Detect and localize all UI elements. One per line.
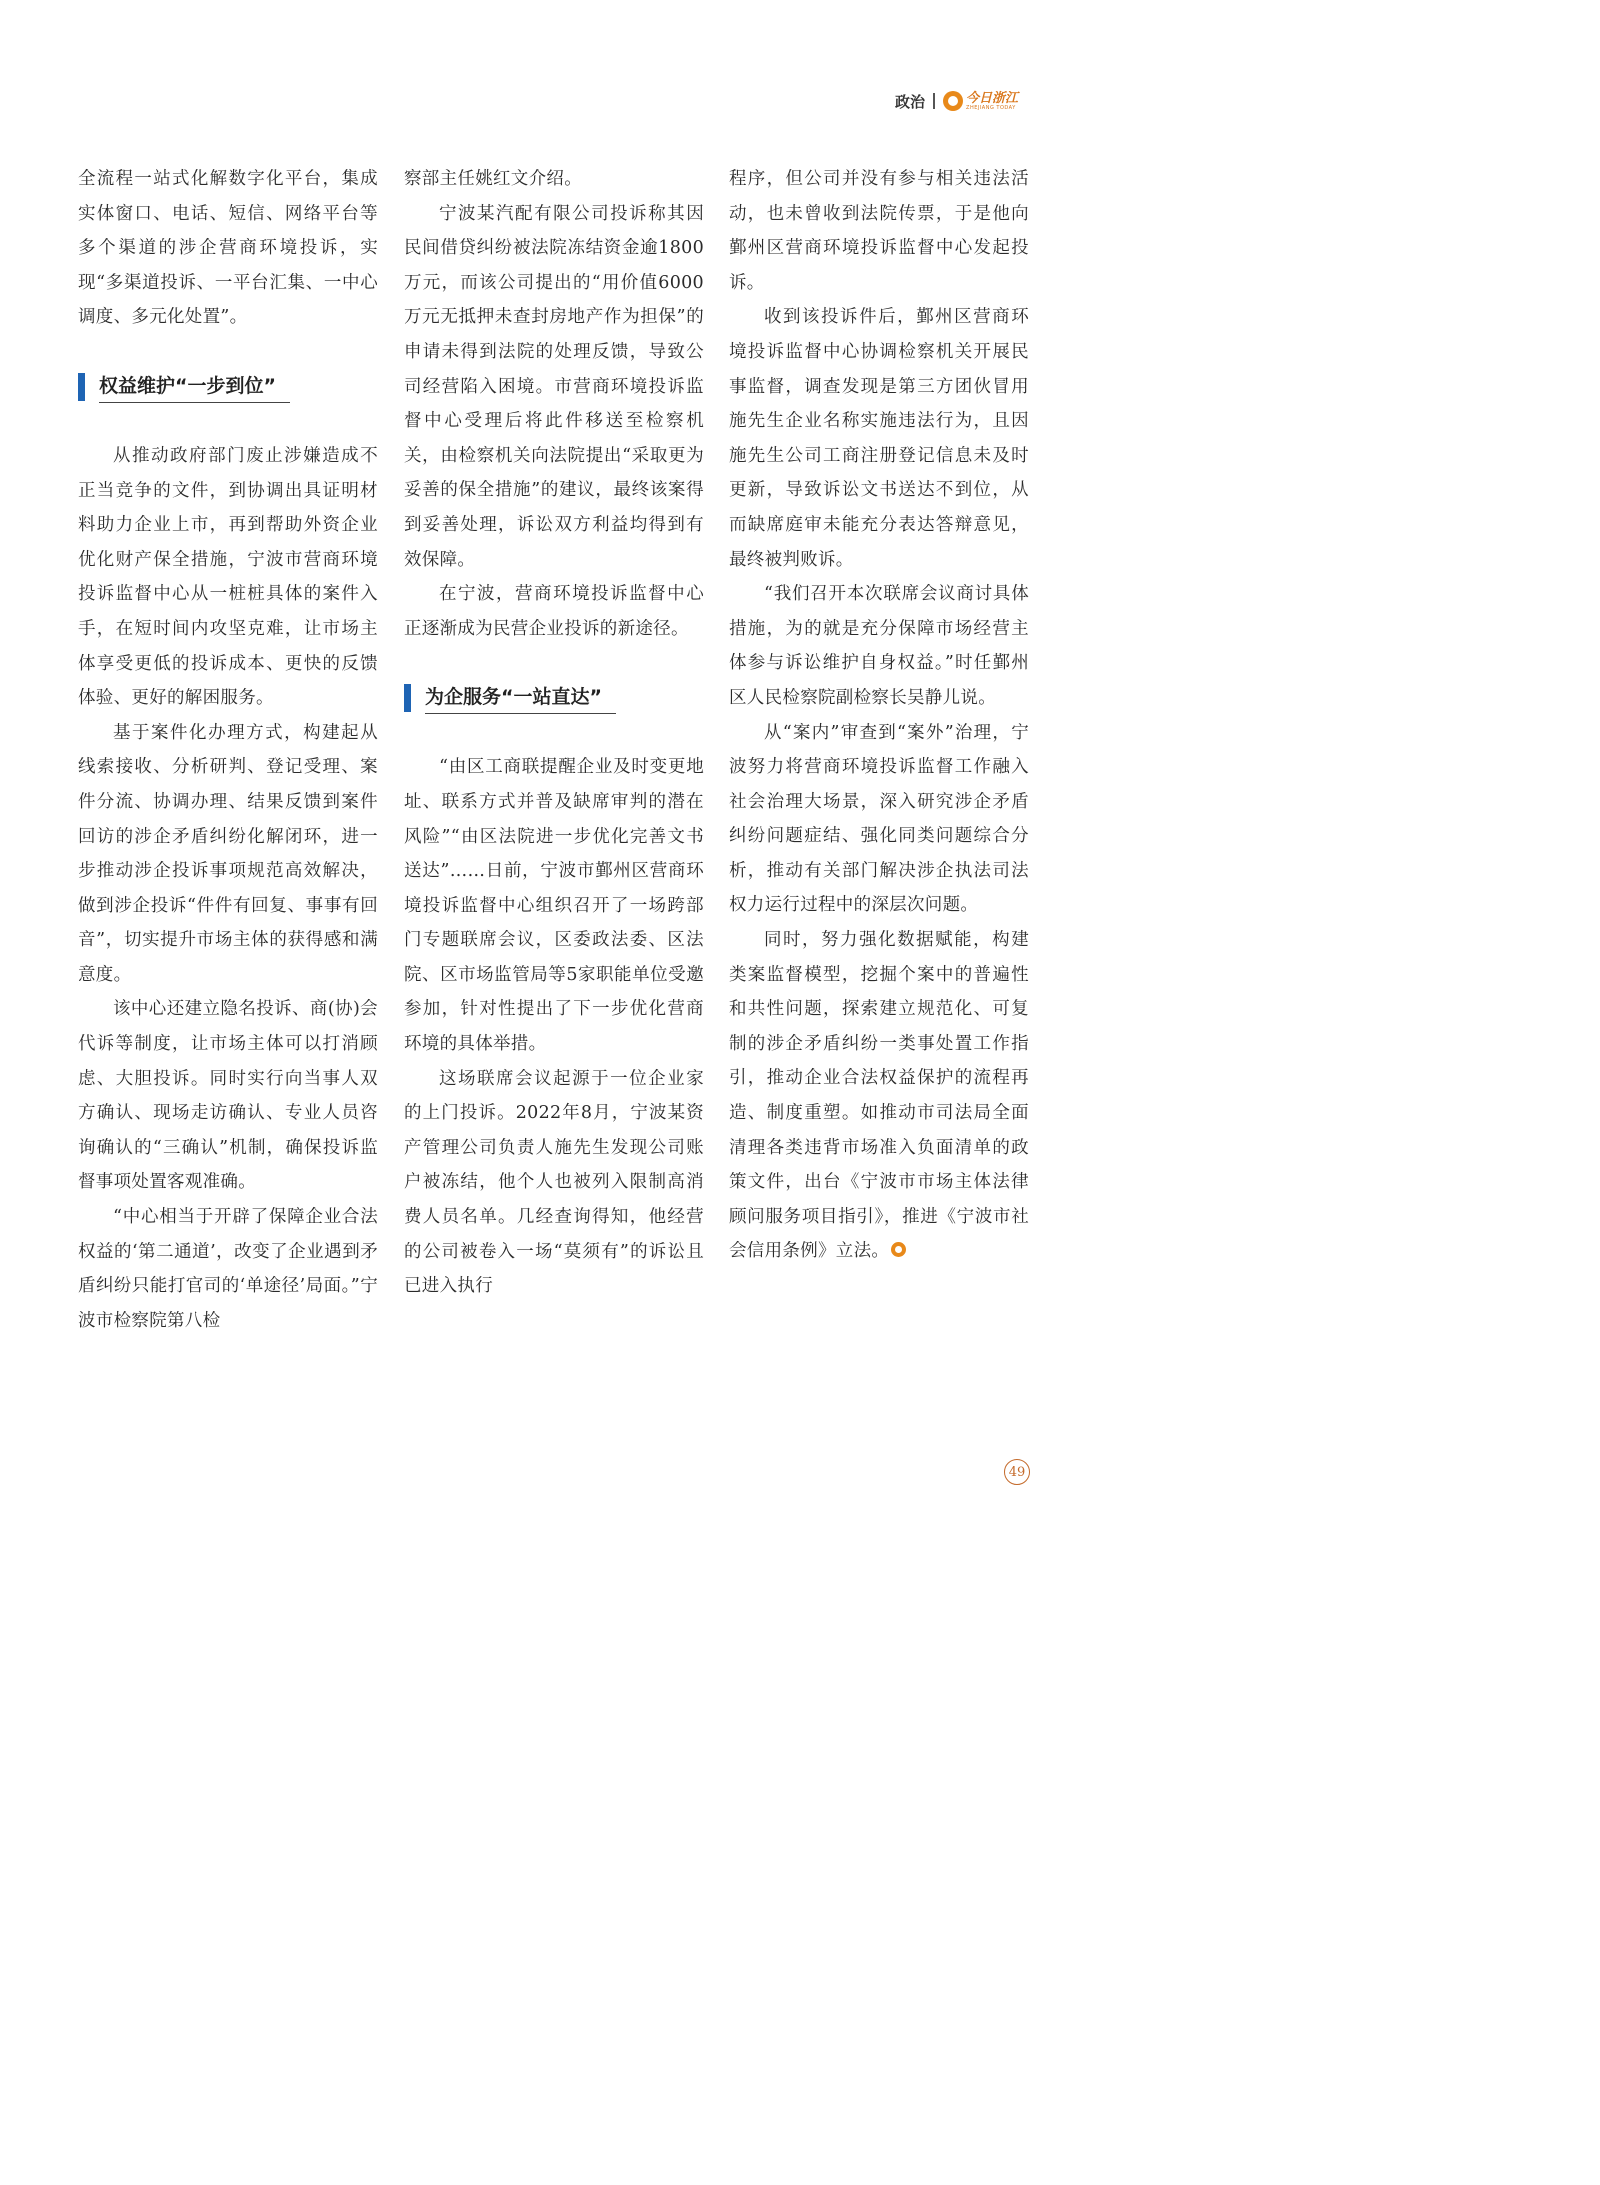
page-header xyxy=(895,84,1018,118)
paragraph: 基于案件化办理方式，构建起从线索接收、分析研判、登记受理、案件分流、协调办理、结果反馈到案件回访的涉企矛盾纠纷化解闭环，进一步推动涉企投诉事项规范高效解决，做到涉企投诉“件件有回复、事事有回音”，切实提升市场主体的获得感和满意度。 xyxy=(78,722,378,985)
end-mark-icon xyxy=(891,1242,906,1257)
paragraph: 程序，但公司并没有参与相关违法活动，也未曾收到法院传票，于是他向鄞州区营商环境投诉监督中心发起投诉。 xyxy=(729,169,1029,293)
paragraph-text: 同时，努力强化数据赋能，构建类案监督模型，挖掘个案中的普遍性和共性问题，探索建立规范化、可复制的涉企矛盾纠纷一类事处置工作指引，推动企业合法权益保护的流程再造、制度重塑。如推动市司法局全面清理各类违背市场准入负面清单的政策文件，出台《宁波市市场主体法律顾问服务项目指引》，推进《宁波市社会信用条例》立法。 xyxy=(729,930,1029,1262)
section-heading xyxy=(404,681,704,715)
logo-chinese: 今日浙江 xyxy=(966,90,1019,106)
paragraph: 这场联席会议起源于一位企业家的上门投诉。2022年8月，宁波某资产管理公司负责人施先生发现公司账户被冻结，他个人也被列入限制高消费人员名单。几经查询得知，他经营的公司被卷入一场“莫须有”的诉讼且已进入执行 xyxy=(404,1068,704,1297)
logo-text xyxy=(966,92,1018,111)
paragraph: 收到该投诉件后，鄞州区营商环境投诉监督中心协调检察机关开展民事监督，调查发现是第三方团伙冒用施先生企业名称实施违法行为，且因施先生公司工商注册登记信息未及时更新，导致诉讼文书送达不到位，从而缺席庭审未能充分表达答辩意见，最终被判败诉。 xyxy=(729,307,1029,570)
paragraph: 宁波某汽配有限公司投诉称其因民间借贷纠纷被法院冻结资金逾1800万元，而该公司提出的“用价值6000万元无抵押未查封房地产作为担保”的申请未得到法院的处理反馈，导致公司经营陷入困境。市营商环境投诉监督中心受理后将此件移送至检察机关，由检察机关向法院提出“采取更为妥善的保全措施”的建议，最终该案得到妥善处理，诉讼双方利益均得到有效保障。 xyxy=(404,203,704,570)
paragraph: 察部主任姚红文介绍。 xyxy=(404,169,582,189)
paragraph xyxy=(729,923,1029,1269)
paragraph: “由区工商联提醒企业及时变更地址、联系方式并普及缺席审判的潜在风险”“由区法院进一步优化完善文书送达”……日前，宁波市鄞州区营商环境投诉监督中心组织召开了一场跨部门专题联席会议，区委政法委、区法院、区市场监管局等5家职能单位受邀参加，针对性提出了下一步优化营商环境的具体举措。 xyxy=(404,757,704,1055)
paragraph: “中心相当于开辟了保障企业合法权益的‘第二通道’，改变了企业遇到矛盾纠纷只能打官司的‘单途径’局面。”宁波市检察院第八检 xyxy=(78,1207,378,1331)
magazine-logo xyxy=(943,91,1018,111)
paragraph: “我们召开本次联席会议商讨具体措施，为的就是充分保障市场经营主体参与诉讼维护自身权益。”时任鄞州区人民检察院副检察长吴静儿说。 xyxy=(729,584,1029,708)
paragraph: 从推动政府部门废止涉嫌造成不正当竞争的文件，到协调出具证明材料助力企业上市，再到帮助外资企业优化财产保全措施，宁波市营商环境投诉监督中心从一桩桩具体的案件入手，在短时间内攻坚克难，让市场主体享受更低的投诉成本、更快的反馈体验、更好的解困服务。 xyxy=(78,445,378,709)
heading-accent-bar xyxy=(404,684,411,712)
heading-accent-bar xyxy=(78,373,85,401)
logo-swirl-icon xyxy=(943,91,963,111)
header-separator xyxy=(933,93,935,109)
heading-text: 为企服务“一站直达” xyxy=(425,682,616,714)
column-2 xyxy=(404,162,704,1304)
section-name: 政治 xyxy=(895,92,926,111)
paragraph: 从“案内”审查到“案外”治理，宁波努力将营商环境投诉监督工作融入社会治理大场景，深入研究涉企矛盾纠纷问题症结、强化同类问题综合分析，推动有关部门解决涉企执法司法权力运行过程中的深层次问题。 xyxy=(729,722,1029,916)
paragraph: 全流程一站式化解数字化平台，集成实体窗口、电话、短信、网络平台等多个渠道的涉企营商环境投诉，实现“多渠道投诉、一平台汇集、一中心调度、多元化处置”。 xyxy=(78,169,378,328)
column-1 xyxy=(78,162,378,1338)
page-number: 49 xyxy=(1004,1459,1030,1485)
column-3 xyxy=(729,162,1029,1269)
paragraph: 该中心还建立隐名投诉、商(协)会代诉等制度，让市场主体可以打消顾虑、大胆投诉。同时实行向当事人双方确认、现场走访确认、专业人员咨询确认的“三确认”机制，确保投诉监督事项处置客观准确。 xyxy=(78,999,378,1193)
logo-english: ZHEJIANG TODAY xyxy=(966,104,1016,111)
heading-text: 权益维护“一步到位” xyxy=(99,371,290,403)
section-heading xyxy=(78,370,378,404)
paragraph: 在宁波，营商环境投诉监督中心正逐渐成为民营企业投诉的新途径。 xyxy=(404,584,704,639)
